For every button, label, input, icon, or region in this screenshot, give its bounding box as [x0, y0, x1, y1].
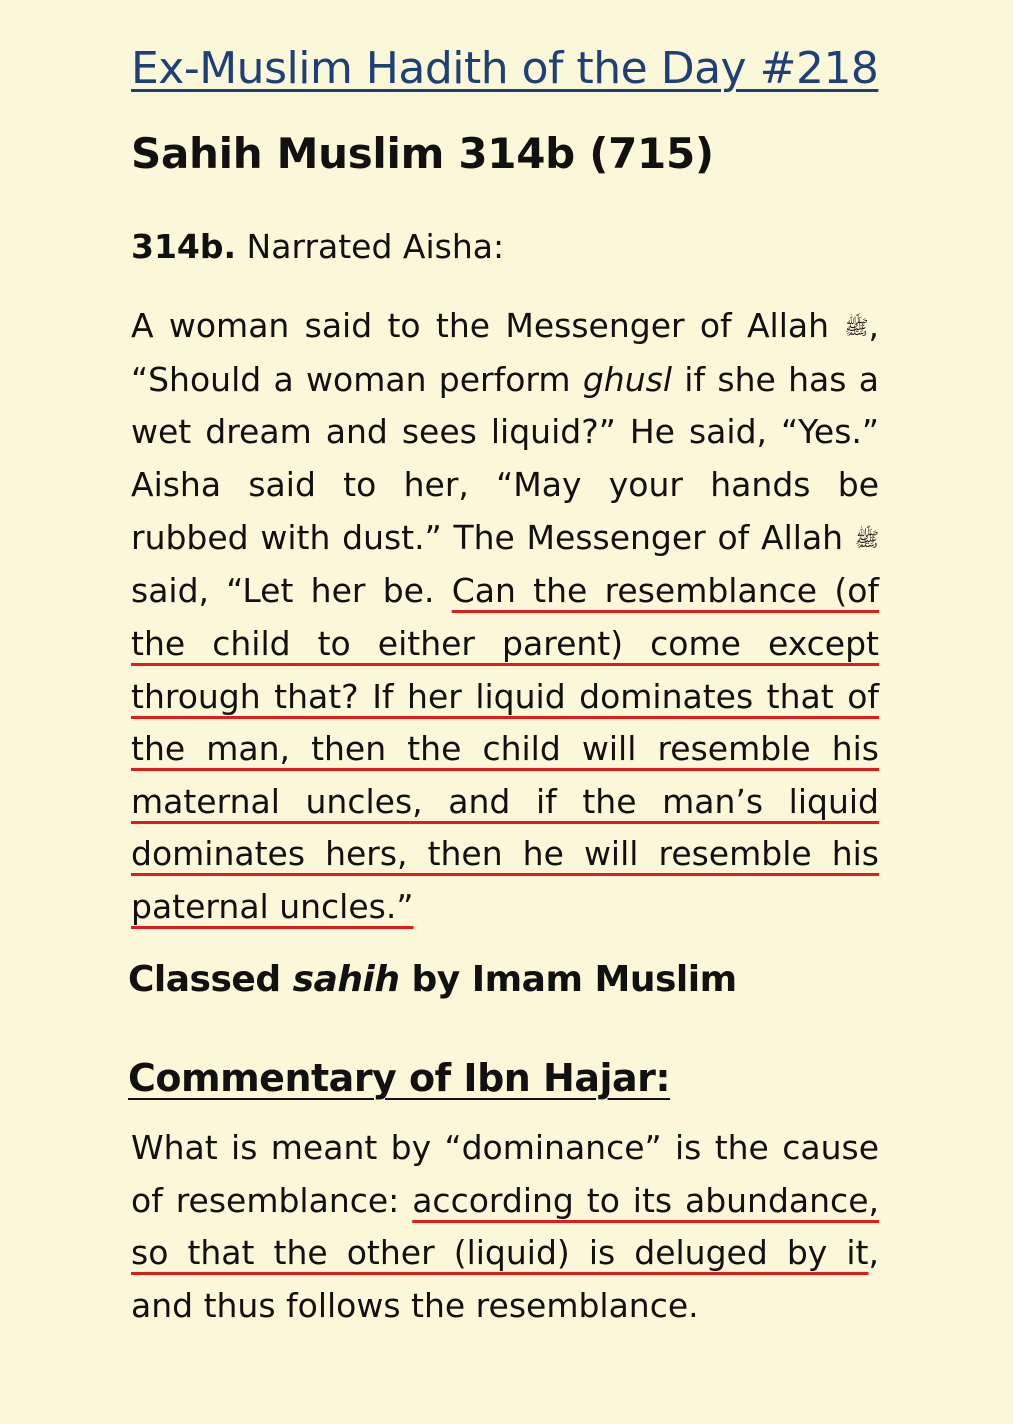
- hadith-reference: Sahih Muslim 314b (715): [131, 129, 714, 178]
- ghusl-term: ghusl: [582, 359, 672, 399]
- hadith-text-part-1: A woman said to the Messenger of Allah: [131, 306, 845, 345]
- salutation-glyph-2: ﷺ: [854, 526, 879, 551]
- salutation-glyph: ﷺ: [844, 315, 869, 340]
- commentary-part-2: , and thus follows the resemblance.: [131, 1233, 879, 1325]
- commentary-highlight: according to its abundance, so that the other (liquid) is deluged by it: [131, 1180, 879, 1273]
- hadith-text-part-3: if she has a wet dream and sees liquid?” He said, “Yes.” Aisha said to her, “May your hands be rubbed with dust.” The Messenger of Allah: [131, 359, 879, 557]
- narrator-name: Narrated Aisha:: [246, 227, 505, 266]
- highlighted-passage: Can the resemblance (of the child to either parent) come except through that? If her liquid dominates that of the man, then the child will resemble his maternal uncles, and if the man’s liquid dominates hers, then he will resemble his paternal uncles.”: [131, 571, 879, 926]
- commentary-text: [131, 1122, 879, 1332]
- hadith-text-part-4: said, “Let her be.: [131, 571, 452, 611]
- commentary-part-1: What is meant by “dominance” is the cause of resemblance:: [131, 1128, 879, 1220]
- hadith-text: [131, 300, 879, 934]
- narrator-line: [131, 224, 504, 270]
- grading-line: [128, 955, 737, 1005]
- hadith-number: 314b.: [131, 227, 237, 266]
- grading-prefix: Classed: [128, 959, 293, 1000]
- grading-suffix: by Imam Muslim: [399, 959, 737, 1000]
- grading-grade: sahih: [292, 959, 400, 1000]
- commentary-heading: Commentary of Ibn Hajar:: [128, 1056, 671, 1100]
- site-title: Ex-Muslim Hadith of the Day #218: [131, 43, 879, 94]
- hadith-text-part-2: , “Should a woman perform: [131, 306, 879, 399]
